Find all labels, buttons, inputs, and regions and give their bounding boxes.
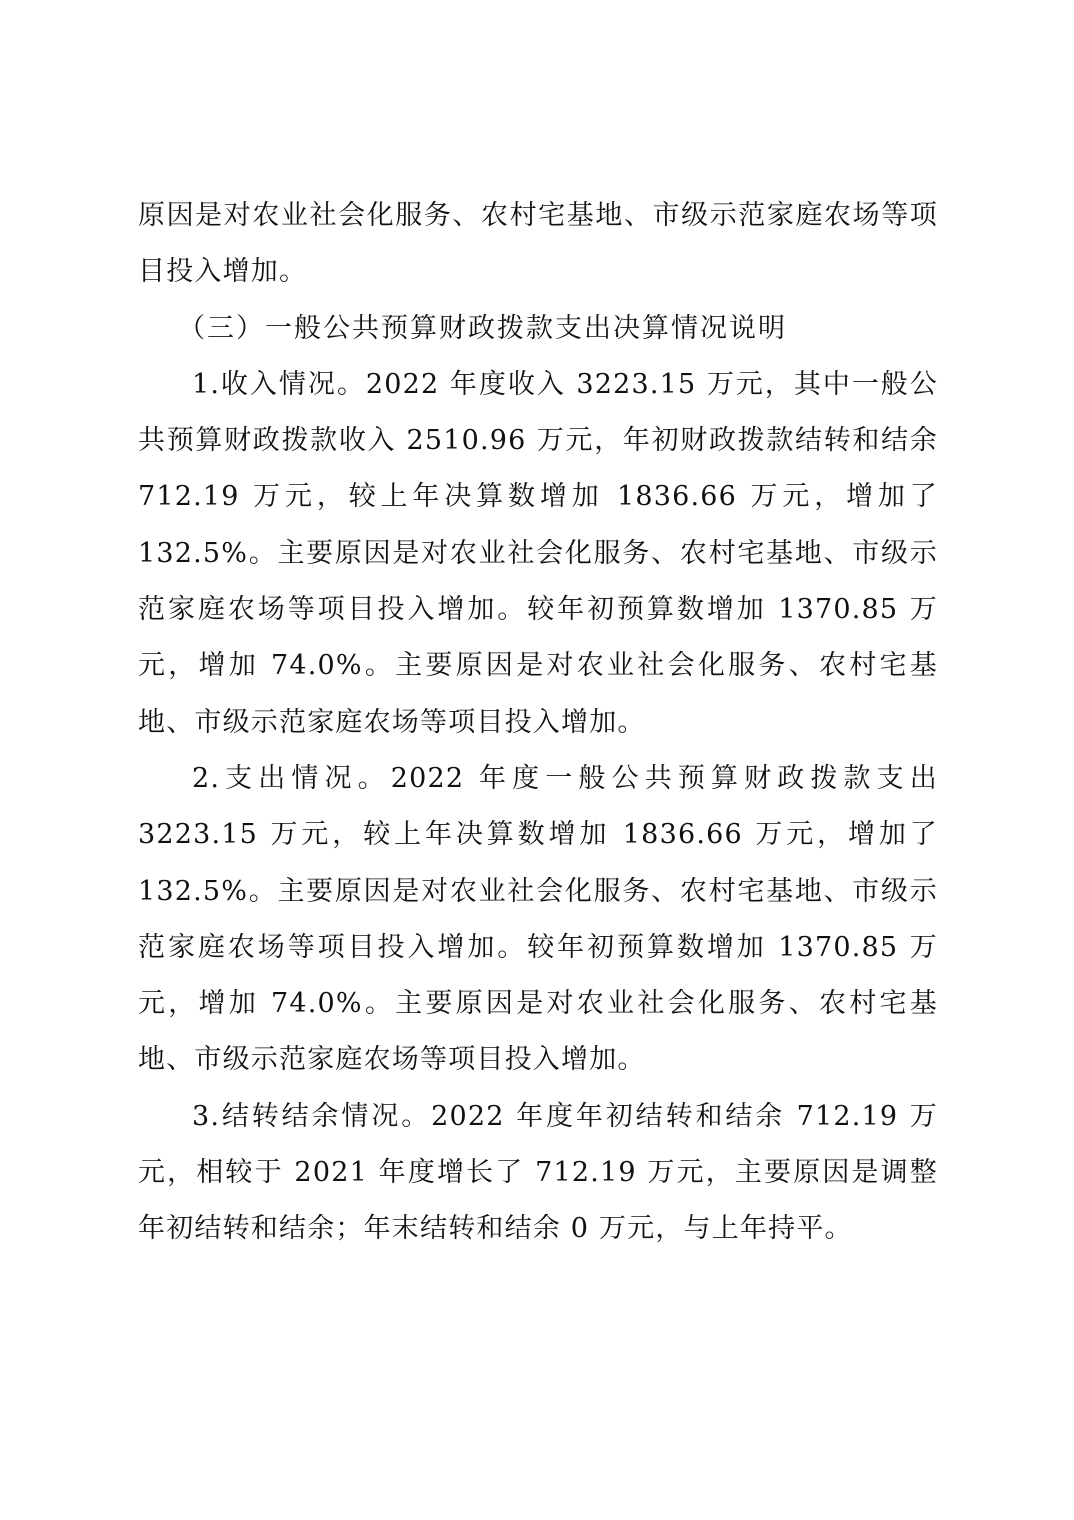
document-body [138,188,938,1258]
balance-paragraph: 3.结转结余情况。2022 年度年初结转和结余 712.19 万元，相较于 2021 年度增长了 712.19 万元，主要原因是调整年初结转和结余；年末结转和结余 0 万元，与上年持平。 [138,1100,938,1245]
expenditure-paragraph: 2.支出情况。2022 年度一般公共预算财政拨款支出 3223.15 万元，较上年决算数增加 1836.66 万元，增加了 132.5%。主要原因是对农业社会化服务、农村宅基地、市级示范家庭农场等项目投入增加。较年初预算数增加 1370.85 万元，增加 74.0%。主要原因是对农业社会化服务、农村宅基地、市级示范家庭农场等项目投入增加。 [138,762,938,1076]
section-heading: （三）一般公共预算财政拨款支出决算情况说明 [178,312,787,344]
income-paragraph: 1.收入情况。2022 年度收入 3223.15 万元，其中一般公共预算财政拨款收入 2510.96 万元，年初财政拨款结转和结余 712.19 万元，较上年决算数增加 1836.66 万元，增加了 132.5%。主要原因是对农业社会化服务、农村宅基地、市级示范家庭农场等项目投入增加。较年初预算数增加 1370.85 万元，增加 74.0%。主要原因是对农业社会化服务、农村宅基地、市级示范家庭农场等项目投入增加。 [138,368,938,738]
continuation-paragraph: 原因是对农业社会化服务、农村宅基地、市级示范家庭农场等项目投入增加。 [138,200,938,288]
